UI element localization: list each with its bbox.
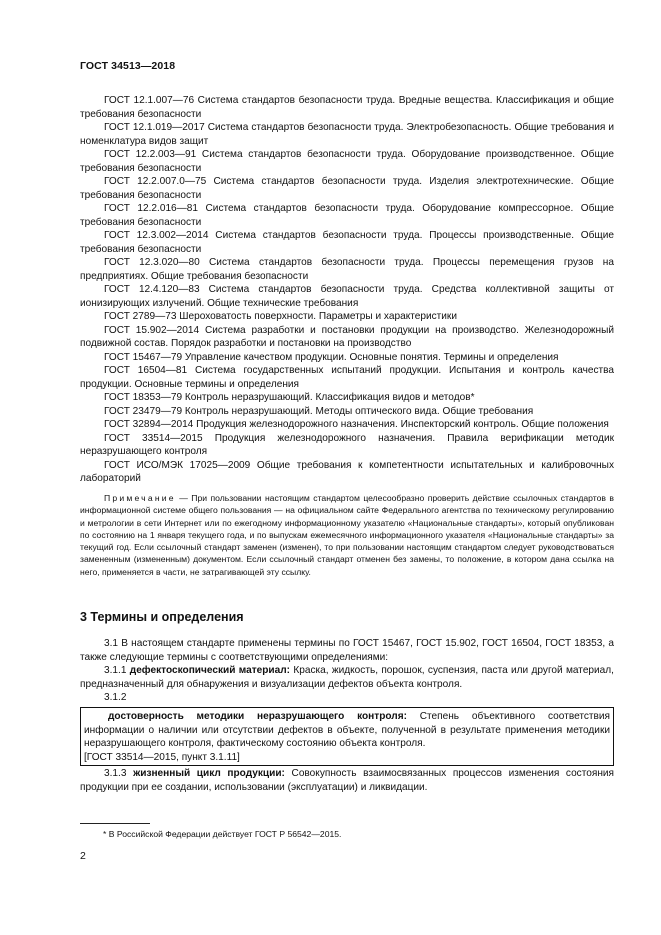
term-number: 3.1.1 <box>104 665 130 677</box>
reference-item: ГОСТ 15467—79 Управление качеством продукции. Основные понятия. Термины и определения <box>104 351 559 363</box>
section-title: 3 Термины и определения <box>80 610 244 624</box>
reference-item: ГОСТ 12.1.007—76 Система стандартов безопасности труда. Вредные вещества. Классификация и общие требования безопасности <box>80 95 614 120</box>
page-number: 2 <box>80 850 86 862</box>
term-number: 3.1.3 <box>104 768 134 780</box>
term-definition: Краска, жидкость, порошок, суспензия, паста или другой материал, предназначенный для обнаружения и визуализации дефектов объекта контроля. <box>80 665 614 690</box>
note-label: Примечание <box>104 493 176 503</box>
footnote-rule <box>80 823 150 824</box>
references-note <box>80 492 614 578</box>
terms-body <box>80 637 614 795</box>
reference-item: ГОСТ 12.1.019—2017 Система стандартов безопасности труда. Электробезопасность. Общие требования и номенклатура видов защит <box>80 122 614 147</box>
reference-item: ГОСТ 12.2.003—91 Система стандартов безопасности труда. Оборудование производственное. Общие требования безопасности <box>80 149 614 174</box>
term-definition: Степень объективного соответствия информации о наличии или отсутствии дефектов в объекте, полученной в результате применения методики неразрушающего контроля, фактическому состоянию объекта контроля. <box>84 710 610 750</box>
reference-item: ГОСТ 2789—73 Шероховатость поверхности. Параметры и характеристики <box>104 311 457 322</box>
reference-item: ГОСТ 15.902—2014 Система разработки и постановки продукции на производство. Железнодорожный подвижной состав. Порядок разработки и постановки на производство <box>80 324 614 349</box>
reference-item: ГОСТ 18353—79 Контроль неразрушающий. Классификация видов и методов* <box>104 392 475 403</box>
reference-item: ГОСТ 12.2.007.0—75 Система стандартов безопасности труда. Изделия электротехнические. Общие требования безопасности <box>80 176 614 201</box>
term-3-1-2 <box>84 710 610 751</box>
reference-item: ГОСТ 23479—79 Контроль неразрушающий. Методы оптического вида. Общие требования <box>104 405 534 417</box>
note-paragraph <box>80 492 614 578</box>
reference-item: ГОСТ 12.2.016—81 Система стандартов безопасности труда. Оборудование компрессорное. Общие требования безопасности <box>80 203 614 228</box>
reference-item: ГОСТ 16504—81 Система государственных испытаний продукции. Испытания и контроль качества продукции. Основные термины и определения <box>80 365 614 390</box>
terms-intro: 3.1 В настоящем стандарте применены термины по ГОСТ 15467, ГОСТ 15.902, ГОСТ 16504, ГОСТ 18353, а также следующие термины с соответствующими определениями: <box>80 638 614 663</box>
note-text: — При пользовании настоящим стандартом целесообразно проверить действие ссылочных стандартов в информационной системе общего пользования — на официальном сайте Федерального агентства по техническому регулированию и метрологии в сети Интернет или по ежегодному информационному указателю «Национальные стандарты», который опубликован по состоянию на 1 января текущего года, и по выпускам ежемесячного информационного указателя «Национальные стандарты» за текущий год. Если ссылочный стандарт заменен (изменен), то при пользовании настоящим стандартом следует руководствоваться замененным (измененным) документом. Если ссылочный стандарт отменен без замены, то положение, в котором дана ссылка на него, применяется в части, не затрагивающей эту ссылку. <box>80 493 614 577</box>
term-source: [ГОСТ 33514—2015, пункт 3.1.11] <box>84 751 240 763</box>
term-3-1-2-number: 3.1.2 <box>104 692 127 704</box>
term-3-1-3 <box>80 767 614 794</box>
normative-references-list <box>80 94 614 486</box>
term-definition: Совокупность взаимосвязанных процессов изменения состояния продукции при ее создании, использовании (эксплуатации) и ликвидации. <box>80 768 615 793</box>
term-name: достоверность методики неразрушающего контроля: <box>108 710 407 722</box>
term-3-1-1 <box>80 664 614 691</box>
reference-item: ГОСТ 12.4.120—83 Система стандартов безопасности труда. Средства коллективной защиты от ионизирующих излучений. Общие технические требования <box>80 284 614 309</box>
term-name: дефектоскопический материал: <box>129 665 291 677</box>
document-header-code: ГОСТ 34513—2018 <box>80 60 176 72</box>
term-name: жизненный цикл продукции: <box>133 768 285 780</box>
reference-item: ГОСТ ИСО/МЭК 17025—2009 Общие требования к компетентности испытательных и калибровочных лабораторий <box>80 459 614 484</box>
quoted-term-frame <box>80 707 614 766</box>
reference-item: ГОСТ 32894—2014 Продукция железнодорожного назначения. Инспекторский контроль. Общие положения <box>104 419 609 430</box>
footnote: * В Российской Федерации действует ГОСТ Р 56542—2015. <box>103 829 342 839</box>
reference-item: ГОСТ 33514—2015 Продукция железнодорожного назначения. Правила верификации методик неразрушающего контроля <box>80 432 614 457</box>
reference-item: ГОСТ 12.3.002—2014 Система стандартов безопасности труда. Процессы производственные. Общие требования безопасности <box>80 230 614 255</box>
reference-item: ГОСТ 12.3.020—80 Система стандартов безопасности труда. Процессы перемещения грузов на предприятиях. Общие требования безопасности <box>80 257 614 282</box>
